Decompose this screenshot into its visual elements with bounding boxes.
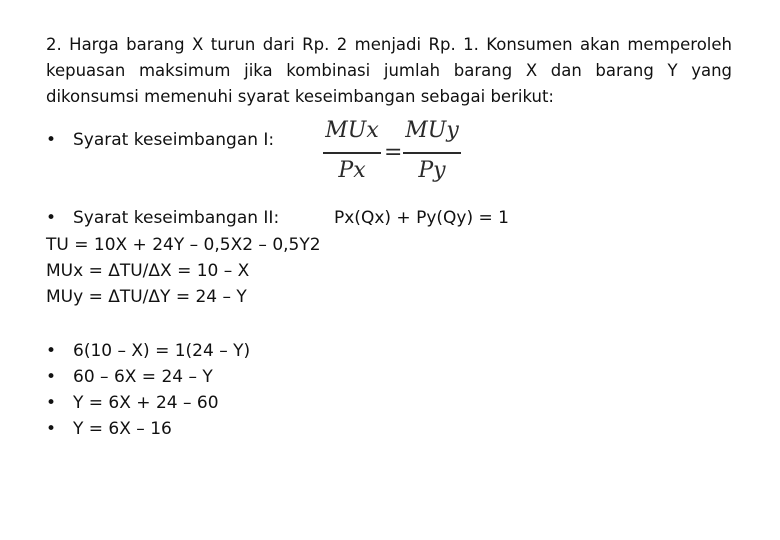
condition-2-label: Syarat keseimbangan II: xyxy=(73,208,280,228)
formula-right-fraction-bar xyxy=(403,152,461,154)
bullet: • xyxy=(46,419,57,439)
step-3 xyxy=(46,390,219,416)
formula-left-fraction-bar xyxy=(323,152,381,154)
bullet: • xyxy=(46,341,57,361)
bullet: • xyxy=(46,208,57,228)
step-1-text: 6(10 – X) = 1(24 – Y) xyxy=(73,341,251,361)
equilibrium-formula xyxy=(322,118,462,194)
formula-right-numerator: MUy xyxy=(405,118,459,143)
problem-statement: 2. Harga barang X turun dari Rp. 2 menjadi Rp. 1. Konsumen akan memperoleh kepuasan maksimum jika kombinasi jumlah barang X dan barang Y yang dikonsumsi memenuhi syarat keseimbangan sebagai berikut: xyxy=(46,35,732,106)
step-1 xyxy=(46,338,250,364)
step-4 xyxy=(46,416,172,442)
condition-2-formula: Px(Qx) + Py(Qy) = 1 xyxy=(334,208,509,228)
condition-2 xyxy=(46,205,279,231)
formula-equals-sign: = xyxy=(384,140,403,165)
step-2 xyxy=(46,364,213,390)
step-4-text: Y = 6X – 16 xyxy=(73,419,172,439)
condition-1-label: Syarat keseimbangan I: xyxy=(73,130,275,150)
formula-right-denominator: Py xyxy=(418,158,446,183)
equation-tu: TU = 10X + 24Y – 0,5X2 – 0,5Y2 xyxy=(46,235,321,255)
step-2-text: 60 – 6X = 24 – Y xyxy=(73,367,213,387)
formula-left-numerator: MUx xyxy=(325,118,379,143)
bullet: • xyxy=(46,393,57,413)
equation-mux: MUx = ΔTU/ΔX = 10 – X xyxy=(46,261,250,281)
bullet: • xyxy=(46,367,57,387)
step-3-text: Y = 6X + 24 – 60 xyxy=(73,393,219,413)
condition-1 xyxy=(46,127,274,153)
formula-left-denominator: Px xyxy=(338,158,366,183)
equation-muy: MUy = ΔTU/ΔY = 24 – Y xyxy=(46,287,247,307)
bullet: • xyxy=(46,130,57,150)
